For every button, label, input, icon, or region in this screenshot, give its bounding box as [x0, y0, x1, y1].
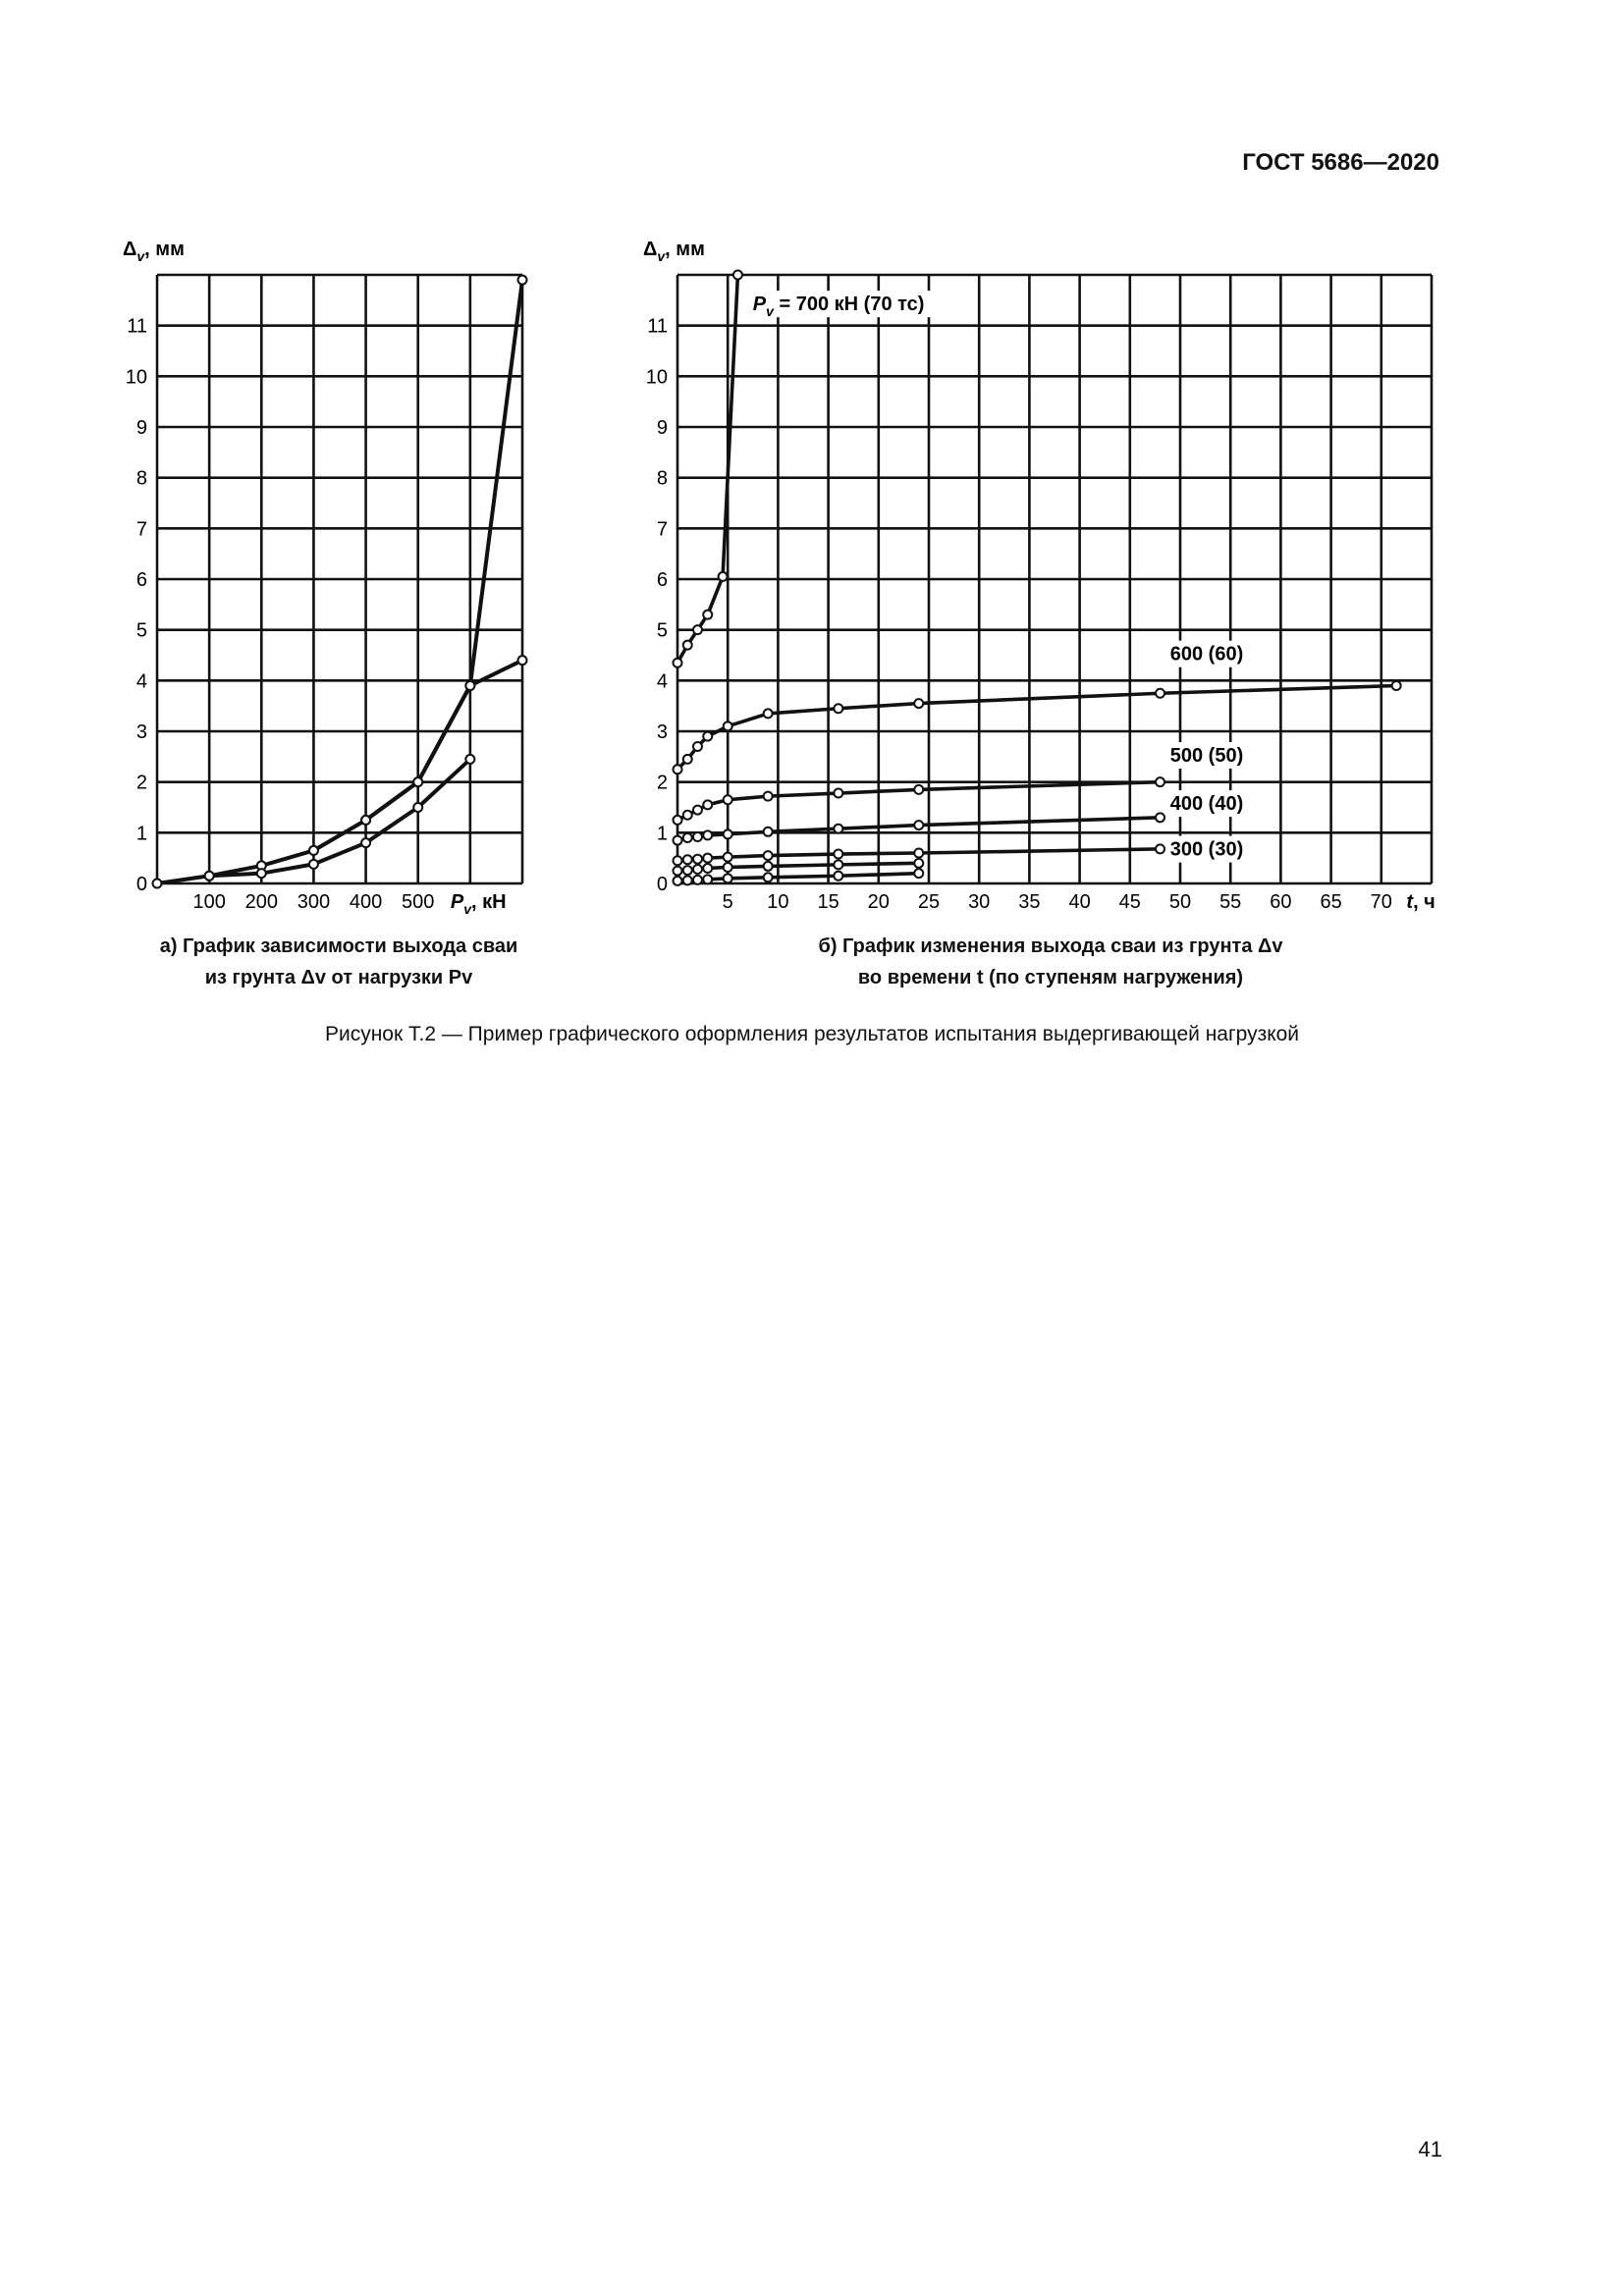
chart-b-point — [693, 742, 702, 751]
chart-a-x-tick: 500 — [402, 891, 435, 913]
chart-b-point — [724, 721, 732, 730]
chart-b-point — [674, 877, 682, 885]
chart-b-point — [914, 859, 923, 868]
chart-a-point — [413, 803, 422, 812]
chart-b-x-tick: 20 — [867, 891, 890, 913]
chart-b-point — [724, 829, 732, 838]
chart-b-point — [693, 876, 702, 884]
chart-b-point — [719, 572, 728, 581]
chart-b-point — [764, 709, 773, 718]
chart-a-y-tick: 6 — [135, 569, 147, 591]
chart-a-x-tick: 400 — [349, 891, 383, 913]
chart-a-y-tick: 4 — [135, 670, 147, 693]
chart-b-x-tick: 30 — [968, 891, 991, 913]
chart-b-y-tick: 0 — [656, 874, 668, 895]
chart-b-x-tick: 35 — [1018, 891, 1041, 913]
chart-a-y-tick: 3 — [135, 721, 147, 743]
chart-b-point — [693, 806, 702, 815]
chart-b-series-label: 600 (60) — [1169, 643, 1244, 666]
chart-b-point — [683, 641, 692, 650]
chart-a-x-label: $P_v$, кН — [450, 891, 507, 917]
chart-b-point — [834, 789, 842, 798]
chart-b-series-label: 300 (30) — [1169, 838, 1244, 861]
chart-b-y-label: $\Delta_v$, мм — [643, 239, 705, 264]
chart-b-point — [703, 875, 712, 883]
chart-b-point — [1392, 681, 1401, 690]
chart-b-point — [703, 864, 712, 873]
chart-b-y-tick: 4 — [656, 670, 668, 693]
document-code: ГОСТ 5686—2020 — [1242, 149, 1439, 176]
chart-b-point — [914, 869, 923, 878]
chart-a-y-label: $\Delta_v$, мм — [123, 239, 185, 264]
chart-b-grid — [677, 275, 1432, 883]
chart-b-series-line — [677, 686, 1396, 770]
chart-b-series-label: $P_v = 700$ кН (70 тс) — [752, 294, 925, 320]
chart-a-point — [309, 860, 318, 869]
chart-b-x-tick: 55 — [1219, 891, 1242, 913]
chart-a-point — [518, 276, 527, 285]
chart-a-y-tick: 10 — [125, 366, 147, 389]
caption-a-line-1: а) График зависимости выхода сваи — [159, 935, 518, 957]
caption-a — [118, 931, 560, 993]
caption-b — [746, 931, 1355, 993]
chart-a-y-tick: 0 — [135, 874, 147, 895]
chart-b-point — [834, 872, 842, 881]
chart-b-point — [834, 704, 842, 713]
chart-b-x-tick: 60 — [1270, 891, 1292, 913]
chart-b-point — [683, 811, 692, 820]
chart-b-x-tick: 10 — [767, 891, 789, 913]
chart-b-y-tick: 10 — [645, 366, 668, 389]
chart-b-y-tick: 5 — [656, 619, 668, 642]
caption-b-line-1: б) График изменения выхода сваи из грунта Δv — [818, 935, 1283, 957]
chart-a-y-tick: 2 — [135, 772, 147, 794]
chart-b-point — [674, 867, 682, 876]
chart-b-point — [683, 876, 692, 884]
chart-b-series-label: 500 (50) — [1169, 745, 1244, 767]
chart-b-series-line — [677, 874, 919, 881]
chart-b-point — [674, 836, 682, 845]
chart-a-point — [309, 846, 318, 855]
chart-a-y-tick: 1 — [135, 823, 147, 845]
chart-a-series-line — [209, 759, 470, 876]
chart-b-point — [764, 792, 773, 801]
chart-b-point — [834, 825, 842, 833]
chart-b-point — [724, 795, 732, 804]
chart-b-point — [1156, 844, 1164, 853]
chart-a-point — [257, 869, 266, 878]
chart-a-point — [413, 777, 422, 786]
chart-b-point — [693, 855, 702, 864]
chart-b-point — [693, 832, 702, 841]
chart-a-series-line — [157, 280, 522, 883]
chart-b-x-tick: 65 — [1320, 891, 1342, 913]
chart-b-point — [834, 850, 842, 859]
chart-a-y-tick: 7 — [135, 518, 147, 541]
chart-b-y-tick: 7 — [656, 518, 668, 541]
chart-b-point — [834, 860, 842, 869]
chart-a-point — [361, 816, 370, 825]
chart-b-point — [914, 699, 923, 708]
chart-b-x-label: t, ч — [1406, 891, 1435, 913]
chart-b-point — [764, 873, 773, 881]
chart-a-point — [205, 872, 214, 881]
chart-b-point — [914, 785, 923, 794]
chart-a-point — [361, 838, 370, 847]
chart-a-x-tick: 100 — [192, 891, 226, 913]
chart-b-y-tick: 11 — [647, 315, 668, 338]
chart-b-point — [703, 732, 712, 741]
chart-b-point — [693, 865, 702, 874]
chart-b-point — [1156, 689, 1164, 698]
chart-b-x-tick: 5 — [722, 891, 733, 913]
chart-a-y-tick: 5 — [135, 619, 147, 642]
chart-a-point — [465, 681, 474, 690]
chart-b-point — [733, 271, 742, 280]
chart-a-point — [153, 880, 162, 888]
chart-b-point — [683, 755, 692, 764]
chart-b-point — [674, 765, 682, 774]
chart-b-point — [1156, 777, 1164, 786]
chart-b-x-tick: 50 — [1168, 891, 1192, 913]
chart-b-y-tick: 3 — [656, 721, 668, 743]
page-number: 41 — [1418, 2137, 1442, 2162]
chart-b-point — [703, 854, 712, 863]
chart-b-series-label: 400 (40) — [1169, 793, 1244, 816]
chart-b-y-tick: 6 — [656, 569, 668, 591]
chart-a-y-tick: 8 — [135, 467, 147, 490]
chart-b-x-tick: 40 — [1068, 891, 1091, 913]
chart-b-y-tick: 2 — [656, 772, 668, 794]
chart-b-x-tick: 70 — [1370, 891, 1392, 913]
chart-b-point — [914, 821, 923, 829]
chart-b-y-tick: 1 — [656, 823, 668, 845]
figure-t2 — [0, 0, 1624, 923]
chart-a-y-tick: 9 — [135, 417, 147, 439]
chart-b-point — [674, 659, 682, 667]
chart-b-point — [703, 800, 712, 809]
chart-b-series-line — [677, 863, 919, 871]
chart-b-point — [674, 816, 682, 825]
chart-b-point — [764, 851, 773, 860]
chart-b-point — [703, 830, 712, 839]
chart-b-x-tick: 25 — [917, 891, 941, 913]
chart-b-y-tick: 9 — [656, 417, 668, 439]
chart-a-y-tick: 11 — [127, 315, 147, 338]
chart-a-point — [465, 755, 474, 764]
chart-b-x-tick: 45 — [1118, 891, 1141, 913]
chart-b-point — [764, 828, 773, 836]
figure-title: Рисунок Т.2 — Пример графического оформления результатов испытания выдергивающей нагрузкой — [324, 1023, 1300, 1045]
chart-b-point — [683, 855, 692, 864]
caption-b-line-2: во времени t (по ступеням нагружения) — [857, 967, 1244, 988]
chart-b-point — [693, 625, 702, 634]
chart-b-point — [914, 849, 923, 858]
chart-b-point — [724, 874, 732, 882]
chart-b-point — [683, 866, 692, 875]
chart-a-grid — [157, 275, 522, 883]
chart-b-point — [764, 862, 773, 871]
chart-b-x-tick: 15 — [817, 891, 839, 913]
chart-b-y-tick: 8 — [656, 467, 668, 490]
chart-b-point — [683, 833, 692, 842]
chart-a-x-tick: 200 — [244, 891, 278, 913]
chart-b-point — [724, 863, 732, 872]
chart-b-point — [1156, 813, 1164, 822]
chart-b-point — [724, 853, 732, 862]
chart-a-x-tick: 300 — [297, 891, 331, 913]
chart-b-point — [703, 611, 712, 619]
chart-b-point — [674, 856, 682, 865]
chart-a-point — [518, 656, 527, 665]
caption-a-line-2: из грунта Δv от нагрузки Pv — [204, 967, 473, 988]
